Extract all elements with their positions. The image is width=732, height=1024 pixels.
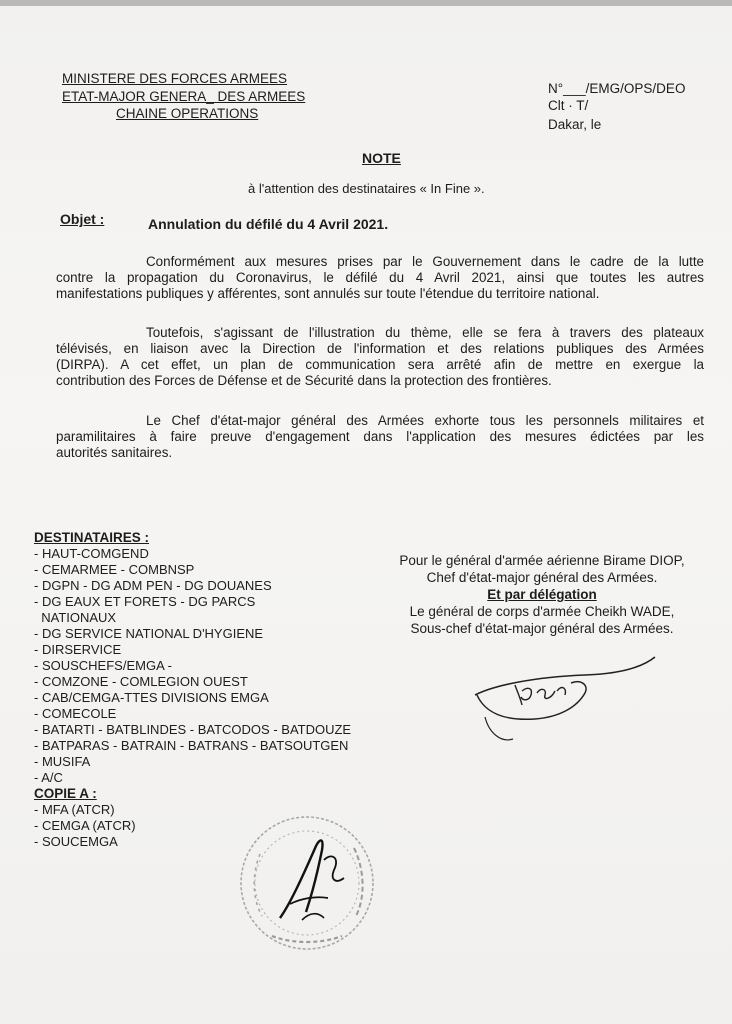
list-item: - DG EAUX ET FORETS - DG PARCS — [34, 594, 256, 609]
attention-line: à l'attention des destinataires « In Fine ». — [248, 181, 485, 196]
paragraph-line: autorités sanitaires. — [56, 445, 173, 460]
paragraph-line: Toutefois, s'agissant de l'illustration du thème, elle se fera à travers des plateaux — [146, 325, 704, 340]
list-item: - DGPN - DG ADM PEN - DG DOUANES — [34, 578, 272, 593]
signature-line-2: Chef d'état-major général des Armées. — [426, 570, 658, 585]
ministry-heading: MINISTERE DES FORCES ARMEES — [62, 71, 288, 86]
signature-block — [372, 552, 712, 637]
signature-line-4: Sous-chef d'état-major général des Armées. — [410, 621, 674, 636]
paragraph-line: Conformément aux mesures prises par le Gouvernement dans le cadre de la lutte — [146, 254, 704, 269]
list-item: - MUSIFA — [34, 754, 91, 769]
destinataires-title: DESTINATAIRES : — [34, 530, 150, 545]
list-item: - MFA (ATCR) — [34, 802, 115, 817]
list-item: NATIONAUX — [34, 610, 117, 625]
reference-place-date: Dakar, le — [548, 117, 602, 132]
list-item: - COMZONE - COMLEGION OUEST — [34, 674, 248, 689]
signature-scribble-icon — [465, 655, 665, 745]
paragraph-line: contribution des Forces de Défense et de Sécurité dans la protection des frontières. — [56, 373, 552, 388]
paragraph-3 — [56, 413, 704, 461]
reference-number: N°___/EMG/OPS/DEO — [548, 81, 686, 96]
reference-clt: Clt · T/ — [548, 98, 589, 113]
paragraph-2 — [56, 325, 704, 389]
top-edge — [0, 0, 732, 6]
official-stamp-icon — [232, 808, 382, 958]
list-item: - BATARTI - BATBLINDES - BATCODOS - BATDOUZE — [34, 722, 352, 737]
objet-label: Objet : — [60, 211, 105, 227]
objet-text: Annulation du défilé du 4 Avril 2021. — [148, 216, 389, 232]
paragraph-line: paramilitaires à faire preuve d'engagement dans l'application des mesures édictées par les — [56, 429, 704, 444]
paragraph-line: contre la propagation du Coronavirus, le défilé du 4 Avril 2021, ainsi que toutes les autres — [56, 270, 704, 285]
list-item: - A/C — [34, 770, 63, 785]
paragraph-line: Le Chef d'état-major général des Armées exhorte tous les personnels militaires et — [146, 413, 704, 428]
paragraph-line: manifestations publiques y afférentes, sont annulés sur toute l'étendue du territoire national. — [56, 286, 600, 301]
note-title: NOTE — [362, 150, 401, 166]
list-item: - SOUSCHEFS/EMGA - — [34, 658, 172, 673]
staff-heading: ETAT-MAJOR GENERA_ DES ARMEES — [62, 89, 306, 104]
paragraph-line: (DIRPA). A cet effet, un plan de communication sera arrêté afin de mettre en exergue la — [56, 357, 704, 372]
list-item: - DG SERVICE NATIONAL D'HYGIENE — [34, 626, 264, 641]
list-item: - CAB/CEMGA-TTES DIVISIONS EMGA — [34, 690, 269, 705]
list-item: - BATPARAS - BATRAIN - BATRANS - BATSOUTGEN — [34, 738, 349, 753]
copie-list — [34, 802, 136, 850]
signature-line-1: Pour le général d'armée aérienne Birame DIOP, — [399, 553, 685, 568]
list-item: - HAUT-COMGEND — [34, 546, 149, 561]
list-item: - CEMGA (ATCR) — [34, 818, 136, 833]
paragraph-line: télévisés, en liaison avec la Direction de l'information et des relations publiques des Armées — [56, 341, 704, 356]
copie-title: COPIE A : — [34, 786, 97, 801]
chain-heading: CHAINE OPERATIONS — [116, 106, 259, 121]
list-item: - SOUCEMGA — [34, 834, 118, 849]
list-item: - DIRSERVICE — [34, 642, 122, 657]
list-item: - COMECOLE — [34, 706, 117, 721]
signature-delegation: Et par délégation — [487, 587, 597, 602]
paragraph-1 — [56, 254, 704, 302]
list-item: - CEMARMEE - COMBNSP — [34, 562, 195, 577]
signature-line-3: Le général de corps d'armée Cheikh WADE, — [409, 604, 675, 619]
destinataires-list — [34, 546, 351, 786]
